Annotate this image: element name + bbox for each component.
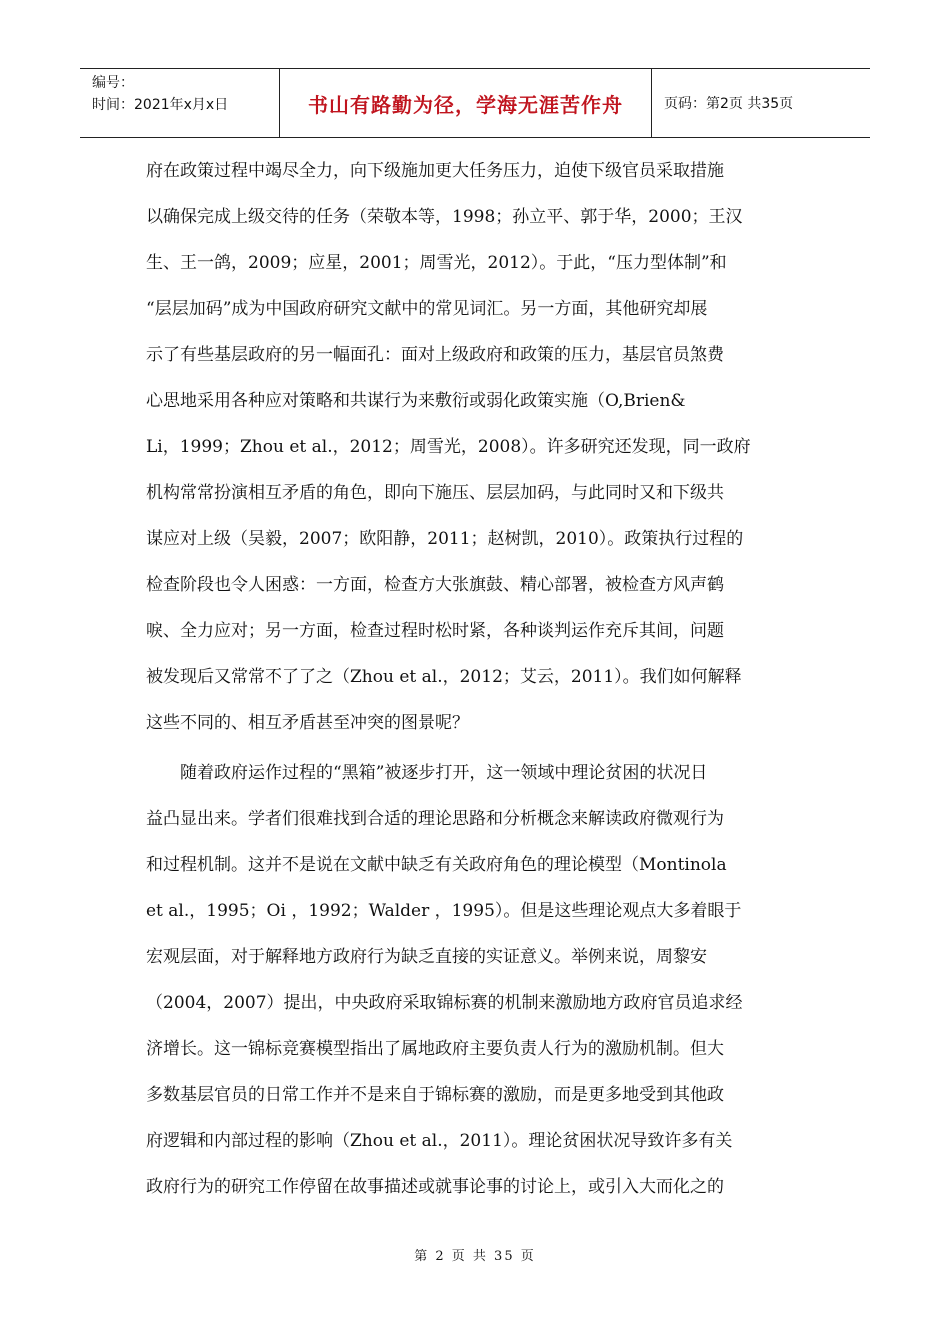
text-line: “层层加码”成为中国政府研究文献中的常见词汇。另一方面，其他研究却展 [146,299,708,319]
text-line: et al.，1995；Oi ，1992；Walder ，1995）。但是这些理论观点大多着眼于 [146,901,742,921]
header-page-code: 页码：第2页 共35页 [664,96,794,112]
header-meta [80,69,280,137]
text-line: 检查阶段也令人困惑：一方面，检查方大张旗鼓、精心部署，被检查方风声鹤 [146,575,724,595]
text-line: 府在政策过程中竭尽全力，向下级施加更大任务压力，迫使下级官员采取措施 [146,161,724,181]
paragraph-2 [146,750,806,1210]
text-line: 机构常常扮演相互矛盾的角色，即向下施压、层层加码，与此同时又和下级共 [146,483,724,503]
text-line: 这些不同的、相互矛盾甚至冲突的图景呢？ [146,713,469,733]
text-line: 随着政府运作过程的“黑箱”被逐步打开，这一领域中理论贫困的状况日 [146,763,708,783]
date-label: 时间：2021年x月x日 [92,97,229,113]
text-line: （2004，2007）提出，中央政府采取锦标赛的机制来激励地方政府官员追求经 [146,993,743,1013]
text-line: 唳、全力应对；另一方面，检查过程时松时紧，各种谈判运作充斥其间，问题 [146,621,724,641]
text-line: 政府行为的研究工作停留在故事描述或就事论事的讨论上，或引入大而化之的 [146,1177,724,1197]
text-line: 谋应对上级（吴毅，2007；欧阳静，2011；赵树凯，2010）。政策执行过程的 [146,529,744,549]
page-header [80,68,870,138]
text-line: 示了有些基层政府的另一幅面孔：面对上级政府和政策的压力，基层官员煞费 [146,345,724,365]
text-line: 多数基层官员的日常工作并不是来自于锦标赛的激励，而是更多地受到其他政 [146,1085,724,1105]
text-line: 心思地采用各种应对策略和共谋行为来敷衍或弱化政策实施（O,Brien& [146,391,686,411]
text-line: 被发现后又常常不了了之（Zhou et al.，2012；艾云，2011）。我们如何解释 [146,667,742,687]
text-line: 生、王一鸽，2009；应星，2001；周雪光，2012）。于此，“压力型体制”和 [146,253,727,273]
text-line: 济增长。这一锦标竞赛模型指出了属地政府主要负责人行为的激励机制。但大 [146,1039,724,1059]
text-line: 以确保完成上级交待的任务（荣敬本等，1998；孙立平、郭于华，2000；王汉 [146,207,743,227]
number-label: 编号： [92,75,134,91]
text-line: 和过程机制。这并不是说在文献中缺乏有关政府角色的理论模型（Montinola [146,855,727,875]
text-line: 益凸显出来。学者们很难找到合适的理论思路和分析概念来解读政府微观行为 [146,809,724,829]
text-line: Li，1999；Zhou et al.，2012；周雪光，2008）。许多研究还发现，同一政府 [146,437,751,457]
header-motto: 书山有路勤为径，学海无涯苦作舟 [280,69,652,137]
text-line: 宏观层面，对于解释地方政府行为缺乏直接的实证意义。举例来说，周黎安 [146,947,707,967]
text-line: 府逻辑和内部过程的影响（Zhou et al.，2011）。理论贫困状况导致许多有关 [146,1131,733,1151]
page-footer: 第 2 页 共 35 页 [414,1249,536,1264]
paragraph-1 [146,148,806,746]
